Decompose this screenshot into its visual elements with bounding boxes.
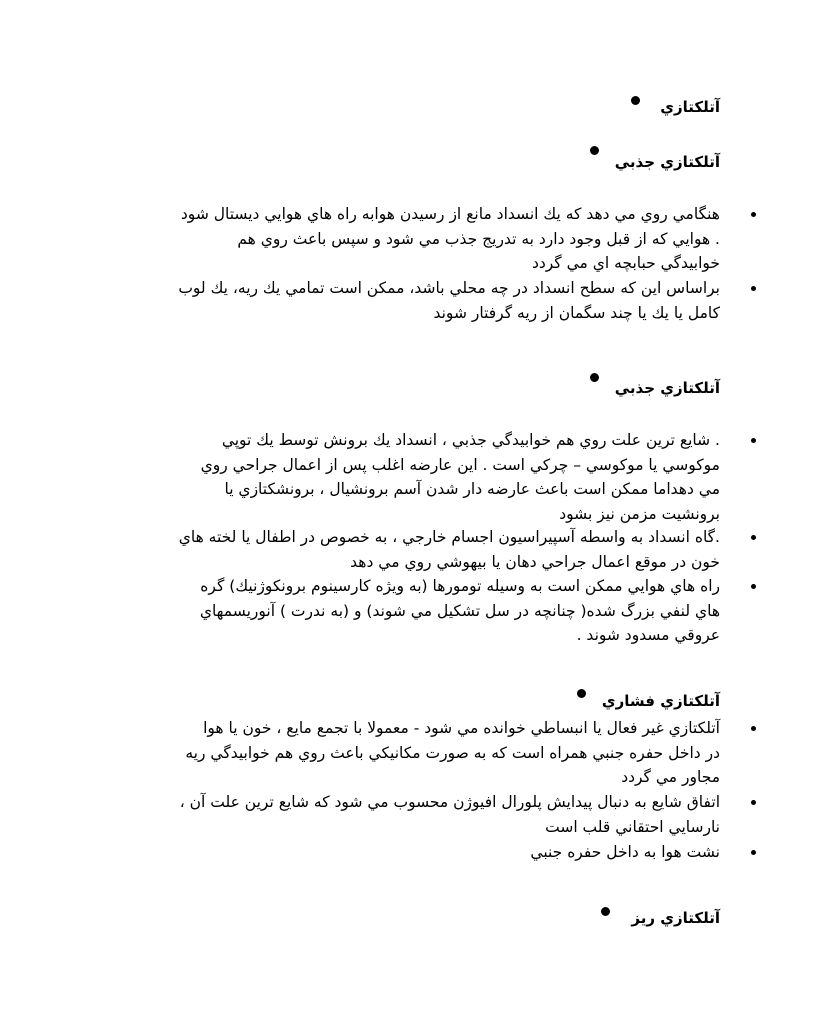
heading-bullet-icon [590, 146, 599, 155]
heading-bullet-icon [631, 96, 640, 105]
list-item: نشت هوا به داخل حفره جنبي [120, 840, 720, 865]
bullet-icon [751, 800, 756, 805]
heading-absorptive-atelectasis: آتلكتازي جذبي [614, 379, 720, 397]
bullet-icon [751, 535, 756, 540]
bullet-icon [751, 850, 756, 855]
bullet-icon [751, 438, 756, 443]
heading-bullet-icon [590, 373, 599, 382]
list-item: آتلكتازي غير فعال يا انبساطي خوانده مي شود - معمولا با تجمع مايع ، خون يا هوا در داخل حفره جنبي همراه است كه به صورت مكانيكي باعث روي هم خوابيدگي ريه مجاور مي گردد [120, 716, 720, 790]
list-item: .گاه انسداد به واسطه آسپيراسيون اجسام خارجي ، به خصوص در اطفال يا لخته هاي خون در موقع اعمال جراحي دهان يا بيهوشي روي مي دهد [120, 525, 720, 574]
heading-atelectasis: آتلكتازي [660, 98, 720, 116]
heading-microatelectasis: آتلكتازي ريز [631, 909, 720, 927]
bullet-icon [751, 584, 756, 589]
list-item: . شايع ترين علت روي هم خوابيدگي جذبي ، انسداد يك برونش توسط يك توپي موكوسي يا موكوسي – چركي است . اين عارضه اغلب پس از اعمال جراحي روي مي دهداما ممكن است باعث عارضه دار شدن آسم برونشيال ، برونشكتازي يا برونشيت مزمن نيز بشود [120, 428, 720, 526]
heading-bullet-icon [577, 689, 586, 698]
list-item: براساس اين كه سطح انسداد در چه محلي باشد، ممكن است تمامي يك ريه، يك لوب كامل يا يك يا چند سگمان از ريه گرفتار شوند [120, 276, 720, 325]
heading-absorptive-atelectasis: آتلكتازي جذبي [614, 153, 720, 171]
bullet-icon [751, 212, 756, 217]
heading-compressive-atelectasis: آتلكتازي فشاري [601, 692, 720, 710]
list-item: اتفاق شايع به دنبال پيدايش پلورال افيوژن محسوب مي شود كه شايع ترين علت آن ، نارسايي احتقاني قلب است [120, 790, 720, 839]
heading-bullet-icon [601, 907, 610, 916]
bullet-icon [751, 726, 756, 731]
list-item: هنگامي روي مي دهد كه يك انسداد مانع از رسيدن هوابه راه هاي هوايي ديستال شود . هوايي كه از قبل وجود دارد به تدريج جذب مي شود و سپس باعث روي هم خوابيدگي حبابچه اي مي گردد [120, 202, 720, 276]
bullet-icon [751, 286, 756, 291]
list-item: راه هاي هوايي ممكن است به وسيله تومورها (به ويژه كارسينوم برونكوژنيك) گره هاي لنفي بزرگ شده( چنانچه در سل تشكيل مي شوند) و (به ندرت ) آنوريسمهاي عروقي مسدود شوند . [120, 574, 720, 648]
